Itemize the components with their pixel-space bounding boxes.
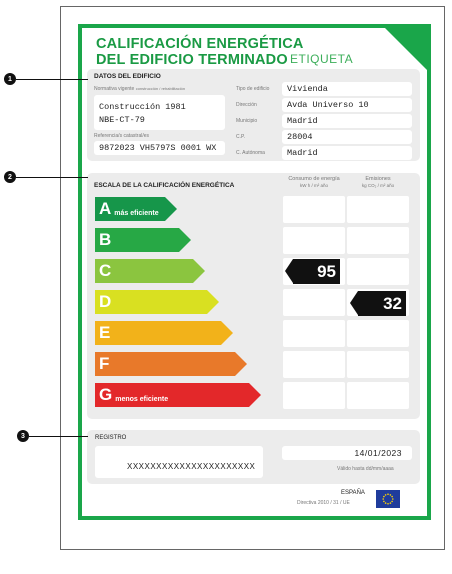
normativa-label-main: Normativa vigente <box>94 86 135 92</box>
emisiones-header-label: Emisiones <box>365 176 391 182</box>
label-title-line1: CALIFICACIÓN ENERGÉTICA <box>96 36 304 52</box>
consumo-cell <box>283 289 345 316</box>
rating-bar-d <box>95 290 207 314</box>
building-data-title: DATOS DEL EDIFICIO <box>94 73 161 80</box>
rating-bar-g <box>95 383 249 407</box>
registro-date: 14/01/2023 <box>354 448 402 458</box>
emisiones-header <box>347 176 409 188</box>
callout-3: 3 <box>17 430 29 442</box>
rating-letter-c: C <box>99 261 112 280</box>
rating-letter-b: B <box>99 230 112 249</box>
tipo-field: Vivienda <box>282 82 412 96</box>
consumo-header-unit: kW h / m² año <box>299 183 328 188</box>
label-title-line2: DEL EDIFICIO TERMINADO <box>96 52 288 68</box>
callout-2: 2 <box>4 171 16 183</box>
normativa-box <box>94 95 225 130</box>
emisiones-cell <box>347 320 409 347</box>
emisiones-indicator-tip <box>350 291 358 315</box>
label-etiqueta: ETIQUETA <box>290 52 354 66</box>
callout-1-leader <box>16 79 88 80</box>
registro-date-field <box>282 446 412 460</box>
consumo-indicator-tip <box>285 259 293 283</box>
corner-triangle <box>384 27 428 71</box>
eu-stars-icon <box>379 492 397 506</box>
emisiones-cell <box>347 196 409 223</box>
ref-catastral-label: Referencia/s catastral/es <box>94 133 150 139</box>
registro-number: XXXXXXXXXXXXXXXXXXXXXX <box>127 462 256 471</box>
rating-bar-a <box>95 197 165 221</box>
rating-scale-title: ESCALA DE LA CALIFICACIÓN ENERGÉTICA <box>94 182 235 189</box>
cp-label: C.P. <box>236 134 246 140</box>
direccion-label: Dirección <box>236 102 257 108</box>
normativa-value-1: Construcción 1981 <box>99 102 186 112</box>
eu-flag-icon <box>376 490 400 508</box>
valid-until-label: Válido hasta dd/mm/aaaa <box>337 466 394 472</box>
municipio-label: Municipio <box>236 118 258 124</box>
rating-letter-d: D <box>99 292 112 311</box>
consumo-cell <box>283 196 345 223</box>
callout-3-leader <box>29 436 88 437</box>
rating-bar-b <box>95 228 179 252</box>
rating-bar-e <box>95 321 221 345</box>
emisiones-cell <box>347 351 409 378</box>
directive-label: Directiva 2010 / 31 / UE <box>297 500 350 506</box>
direccion-field: Avda Universo 10 <box>282 98 412 112</box>
rating-tip-f <box>235 352 247 376</box>
rating-bar-c <box>95 259 193 283</box>
country-label: ESPAÑA <box>341 490 365 496</box>
rating-bar-f <box>95 352 235 376</box>
municipio-field: Madrid <box>282 114 412 128</box>
cp-field: 28004 <box>282 130 412 144</box>
consumo-indicator-value: 95 <box>317 261 336 281</box>
registro-title: REGISTRO <box>95 435 127 441</box>
emisiones-indicator-value: 32 <box>383 293 402 313</box>
consumo-indicator <box>293 259 340 284</box>
normativa-label <box>94 86 185 92</box>
consumo-header-label: Consumo de energía <box>288 176 340 182</box>
rating-tip-b <box>179 228 191 252</box>
rating-letter-g: G <box>99 385 113 404</box>
rating-tip-d <box>207 290 219 314</box>
consumo-cell <box>283 382 345 409</box>
rating-desc-a: más eficiente <box>114 209 159 217</box>
rating-letter-f: F <box>99 354 110 373</box>
rating-tip-c <box>193 259 205 283</box>
ca-field: Madrid <box>282 146 412 160</box>
rating-desc-g: menos eficiente <box>115 395 169 403</box>
rating-letter-e: E <box>99 323 111 342</box>
rating-tip-a <box>165 197 177 221</box>
callout-1: 1 <box>4 73 16 85</box>
rating-letter-a: A <box>99 199 112 218</box>
consumo-header <box>283 176 345 188</box>
rating-tip-g <box>249 383 261 407</box>
emisiones-header-unit: kg CO₂ / m² año <box>361 183 395 188</box>
tipo-label: Tipo de edificio <box>236 86 270 92</box>
ref-catastral-field: 9872023 VH5797S 0001 WX <box>94 141 225 155</box>
callout-2-leader <box>16 177 88 178</box>
emisiones-cell <box>347 258 409 285</box>
normativa-value-2: NBE-CT-79 <box>99 115 145 125</box>
consumo-cell <box>283 227 345 254</box>
emisiones-cell <box>347 227 409 254</box>
consumo-cell <box>283 351 345 378</box>
normativa-label-sub: construcción / rehabilitación <box>135 86 186 91</box>
rating-tip-e <box>221 321 233 345</box>
consumo-cell <box>283 320 345 347</box>
registro-number-field <box>95 446 263 478</box>
emisiones-cell <box>347 382 409 409</box>
emisiones-indicator <box>358 291 406 316</box>
ca-label: C. Autónoma <box>236 150 265 156</box>
